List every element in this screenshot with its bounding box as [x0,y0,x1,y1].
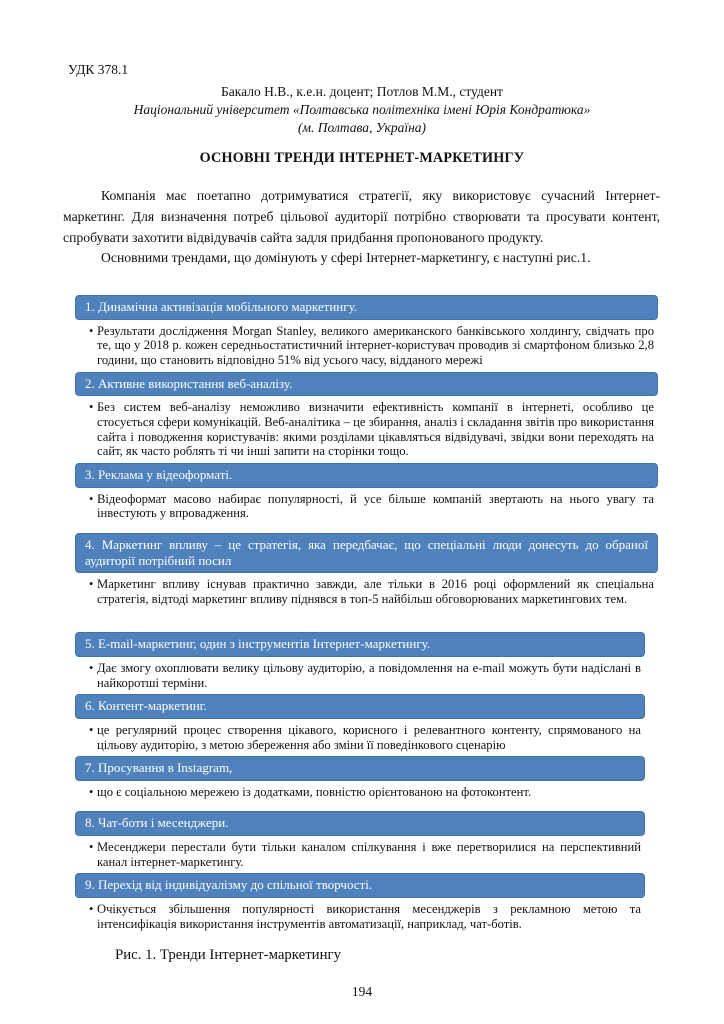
intro-paragraph-1: Компанія має поетапно дотримуватися стратегії, яку використовує сучасний Інтернет-маркетинг. Для визначення потреб цільової аудиторії потрібно створювати та просувати контент, спробувати захотити відвідувачів сайта задля придбання пропонованого продукту. [63,188,660,245]
trend-bullet-1: • Результати дослідження Morgan Stanley, великого американского банківського холдингу, свідчать про те, що у 2018 р. кожен середньостатистичний інтернет-користувач проводив зі смартфоном близько 2,8 години, що становить відповідно 51% від усього часу, відданого мережі [75,324,654,368]
trend-bullet-7: • що є соціальною мережею із додатками, повністю орієнтованою на фотоконтент. [75,785,641,800]
trend-bullet-5: • Дає змогу охоплювати велику цільову аудиторію, а повідомлення на e-mail можуть бути надіслані в найкоротші терміни. [75,661,641,690]
trend-bullet-8: • Месенджери перестали бути тільки каналом спілкування і вже перетворилися на перспективний канал інтернет-маркетингу. [75,840,641,869]
trend-heading-2: 2. Активне використання веб-аналізу. [75,372,658,397]
affiliation-line: Національний університет «Полтавська політехніка імені Юрія Кондратюка» [133,102,591,117]
trend-bullet-6: • це регулярний процес створення цікавого, корисного і релевантного контенту, спрямованого на цільову аудиторію, з метою збереження або зміни її поведінкового сценарію [75,723,641,752]
intro-section [63,186,660,269]
figure-caption: Рис. 1. Тренди Інтернет-маркетингу [115,947,341,964]
trend-heading-3: 3. Реклама у відеоформаті. [75,463,658,488]
trend-heading-1: 1. Динамічна активізація мобільного маркетингу. [75,295,658,320]
intro-paragraph-2: Основними трендами, що домінують у сфері Інтернет-маркетингу, є наступні рис.1. [101,250,591,266]
page-number: 194 [351,984,373,1000]
trend-heading-6: 6. Контент-маркетинг. [75,694,645,719]
trend-heading-9: 9. Перехід від індивідуалізму до спільної творчості. [75,873,645,898]
trend-bullet-3: • Відеоформат масово набирає популярності, й усе більше компаній звертають на нього увагу та інвестують у впровадження. [75,492,654,521]
trend-bullet-9: • Очікується збільшення популярності використання месенджерів з рекламною метою та інтенсифікація використання інструментів автоматизації, наприклад, чат-ботів. [75,902,641,931]
location-line: (м. Полтава, Україна) [297,120,427,135]
article-title: ОСНОВНІ ТРЕНДИ ІНТЕРНЕТ-МАРКЕТИНГУ [199,150,525,166]
trend-bullet-2: • Без систем веб-аналізу неможливо визначити ефективність компанії в інтернеті, особливо це стосується сфери комунікацій. Веб-аналітика – це збирання, аналіз і складання звітів про використання сайта і поводження користувачів: якими розділами цікавляться відвідувачі, звідки вони переходять на сайт, як часто роблять ті чи інші запити на сторінки тощо. [75,400,654,459]
trend-heading-5: 5. E-mail-маркетинг, один з інструментів Інтернет-маркетингу. [75,632,645,657]
trends-figure [75,295,658,931]
trend-heading-4: 4. Маркетинг впливу – це стратегія, яка передбачає, що спеціальні люди донесуть до обраної аудиторії потрібний посил [75,533,658,573]
trend-heading-7: 7. Просування в Instagram, [75,756,645,781]
trend-bullet-4: • Маркетинг впливу існував практично завжди, але тільки в 2016 році оформлений як спеціальна стратегія, відтоді маркетинг впливу піднявся в топ-5 найбільш обговорюваних маркетингових тем. [75,577,654,606]
authors-line: Бакало Н.В., к.е.н. доцент; Потлов М.М., студент [221,84,503,99]
trend-heading-8: 8. Чат-боти і месенджери. [75,811,645,836]
udc-number: УДК 378.1 [68,62,129,77]
